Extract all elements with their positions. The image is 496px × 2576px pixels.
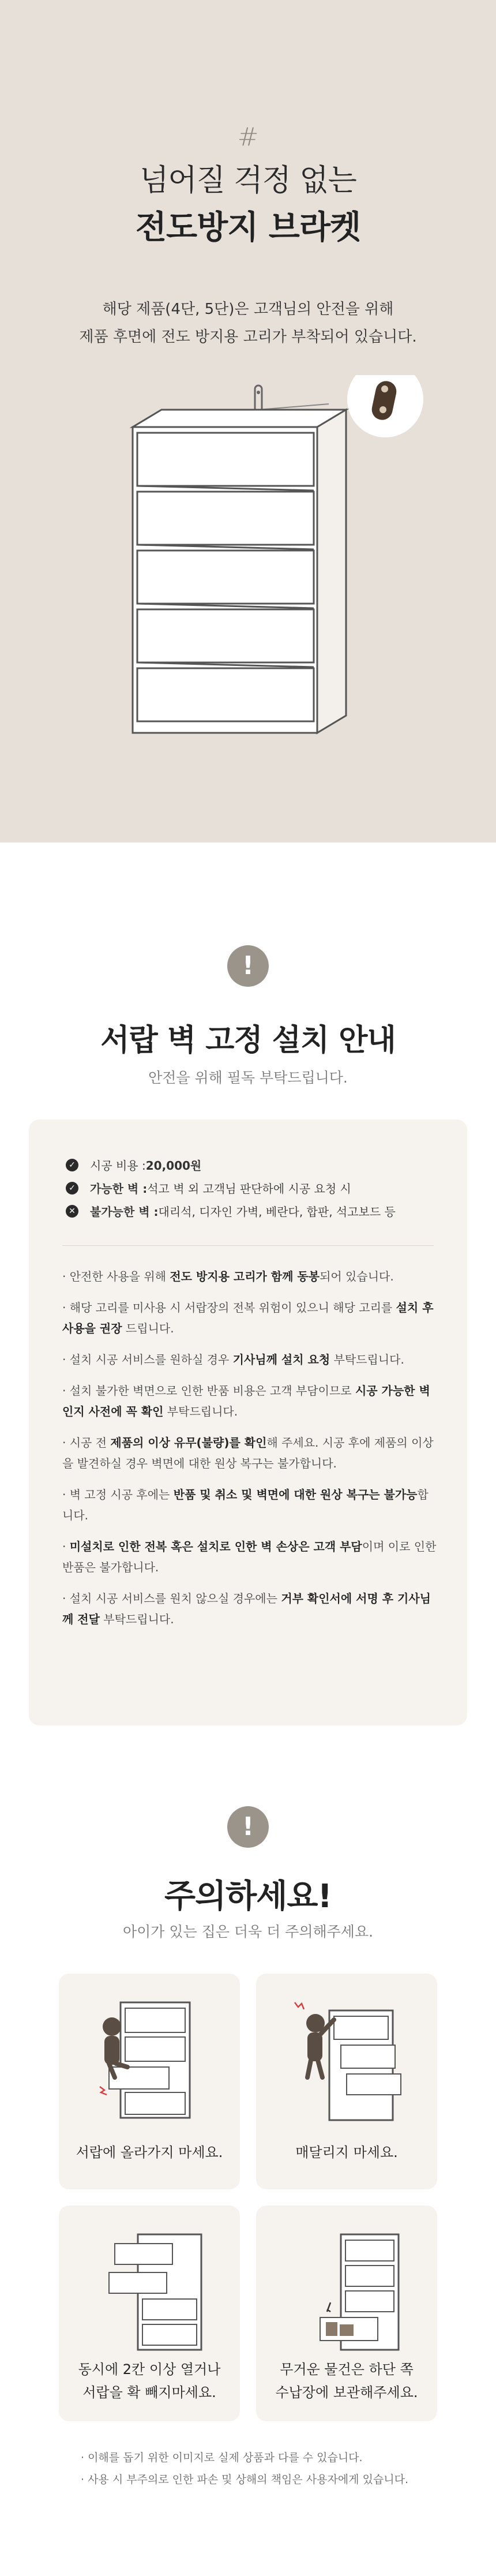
note-item: · 해당 고리를 미사용 시 서랍장의 전복 위험이 있으니 해당 고리를 설치 후 사용을 권장 드립니다. xyxy=(62,1301,434,1335)
caution-tile-climb xyxy=(59,1974,240,2189)
note-item: · 벽 고정 시공 후에는 반품 및 취소 및 벽면에 대한 원상 복구는 불가능합니다. xyxy=(62,1488,429,1522)
info-value: 20,000원 xyxy=(145,1159,202,1173)
tile-caption: 동시에 2칸 이상 열거나 서랍을 확 빼지마세요. xyxy=(78,2361,221,2401)
check-icon: ✓ xyxy=(66,1182,78,1195)
warning-icon: ! xyxy=(227,945,269,987)
guide-card xyxy=(29,1119,467,1725)
info-row-allowed-walls xyxy=(66,1180,351,1196)
note-item: · 미설치로 인한 전복 혹은 설치로 인한 벽 손상은 고객 부담이며 이로 인한 반품은 불가합니다. xyxy=(62,1540,437,1574)
hero-desc-line2: 제품 후면에 전도 방지용 고리가 부착되어 있습니다. xyxy=(79,328,417,346)
info-label: 시공 비용 : xyxy=(90,1159,146,1173)
close-icon: ✕ xyxy=(66,1205,78,1218)
caution-tile-multiple-drawers xyxy=(59,2206,240,2421)
info-row-disallowed-walls xyxy=(66,1203,396,1219)
info-value: 대리석, 디자인 가벽, 베란다, 합판, 석고보드 등 xyxy=(158,1205,396,1219)
caution-title: 주의하세요! xyxy=(164,1878,332,1915)
hero-section xyxy=(0,0,496,843)
notes-list xyxy=(62,1266,437,1640)
bracket-zoom-icon xyxy=(347,375,423,437)
heavy-bottom-illustration xyxy=(277,2223,416,2361)
tile-caption: 매달리지 마세요. xyxy=(295,2144,398,2161)
footnote: · 이해를 돕기 위한 이미지로 실제 상품과 다를 수 있습니다. xyxy=(81,2451,363,2464)
guide-subtitle: 안전을 위해 필독 부탁드립니다. xyxy=(148,1069,348,1086)
guide-title: 서랍 벽 고정 설치 안내 xyxy=(100,1023,396,1058)
info-row-cost xyxy=(66,1156,201,1173)
hero-title-bold: 전도방지 브라켓 xyxy=(135,209,361,246)
hero-description xyxy=(0,295,496,351)
note-item: · 시공 전 제품의 이상 유무(불량)를 확인해 주세요. 시공 후에 제품의 이상을 발견하실 경우 벽면에 대한 원상 복구는 불가합니다. xyxy=(62,1436,434,1470)
caution-subtitle: 아이가 있는 집은 더욱 더 주의해주세요. xyxy=(122,1923,374,1940)
info-value: 석고 벽 외 고객님 판단하에 시공 요청 시 xyxy=(147,1182,351,1196)
footnote: · 사용 시 부주의로 인한 파손 및 상해의 책임은 사용자에게 있습니다. xyxy=(81,2473,409,2486)
caution-tile-heavy-items xyxy=(256,2206,437,2421)
note-item: · 설치 시공 서비스를 원하실 경우 기사님께 설치 요청 부탁드립니다. xyxy=(62,1353,404,1366)
divider xyxy=(62,1245,434,1246)
caution-section xyxy=(0,1806,496,2576)
hero-desc-line1: 해당 제품(4단, 5단)은 고객님의 안전을 위해 xyxy=(102,301,394,318)
hanging-illustration xyxy=(277,1991,416,2129)
tile-caption: 서랍에 올라가지 마세요. xyxy=(76,2144,223,2161)
info-label: 가능한 벽 : xyxy=(90,1182,148,1196)
caution-tile-hang xyxy=(256,1974,437,2189)
warning-icon: ! xyxy=(227,1806,269,1848)
info-label: 불가능한 벽 : xyxy=(90,1205,159,1219)
drawer-bracket-illustration xyxy=(110,375,433,756)
hero-title-light: 넘어질 걱정 없는 xyxy=(140,163,356,198)
climb-drawer-illustration xyxy=(80,1991,219,2129)
note-item: · 설치 시공 서비스를 원치 않으실 경우에는 거부 확인서에 서명 후 기사님께 전달 부탁드립니다. xyxy=(62,1592,431,1626)
install-guide-section xyxy=(0,843,496,1806)
hash-mark: # xyxy=(237,122,259,152)
check-icon: ✓ xyxy=(66,1159,78,1171)
tile-caption: 무거운 물건은 하단 쪽 수납장에 보관해주세요. xyxy=(275,2361,418,2401)
note-item: · 설치 불가한 벽면으로 인한 반품 비용은 고객 부담이므로 시공 가능한 벽인지 사전에 꼭 확인 부탁드립니다. xyxy=(62,1384,430,1418)
open-drawers-illustration xyxy=(80,2223,219,2361)
note-item: · 안전한 사용을 위해 전도 방지용 고리가 함께 동봉되어 있습니다. xyxy=(62,1270,394,1283)
